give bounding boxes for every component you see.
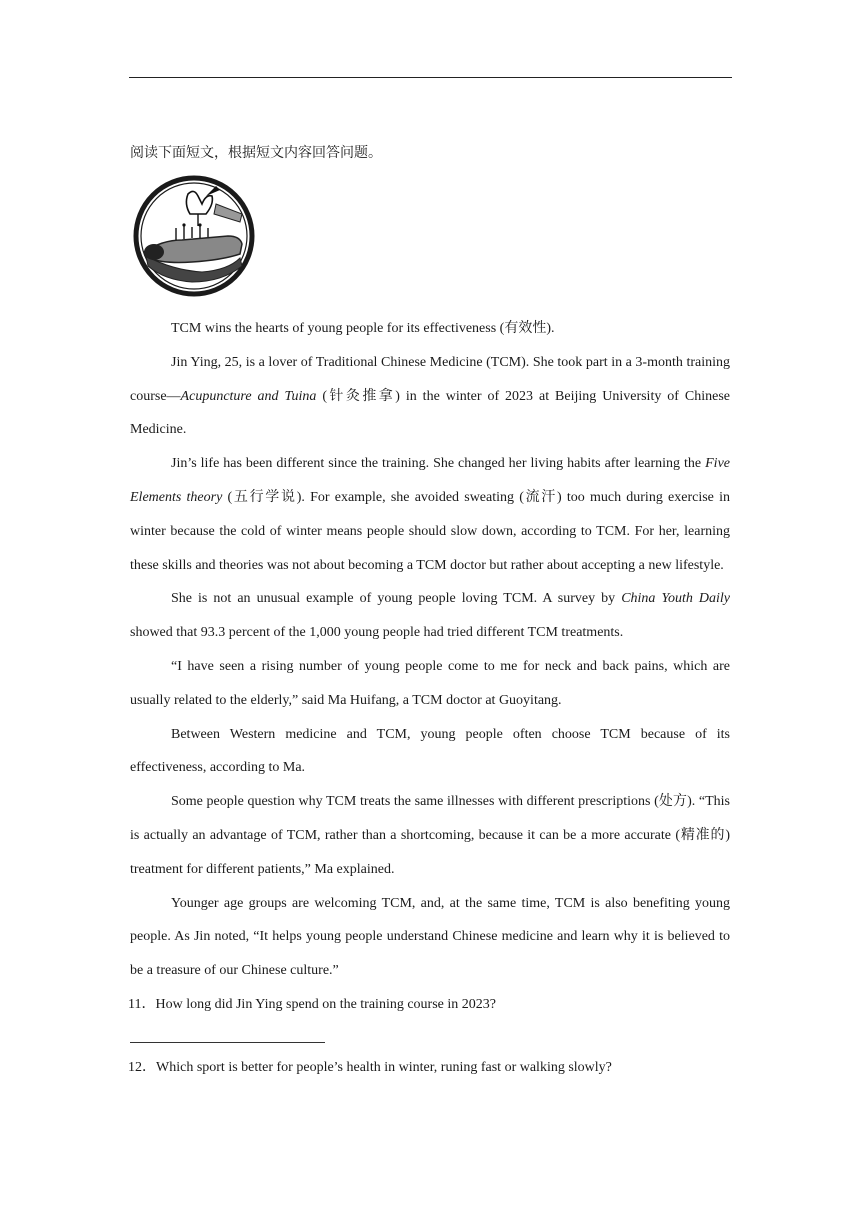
paragraph: Some people question why TCM treats the same illnesses with different prescriptions (处方). “This is actually an advantage of TCM, rather than a shortcoming, because it can be a more accurate (精准的) treatment for different patients,” Ma explained.	[130, 794, 730, 877]
question-12: 12．Which sport is better for people’s health in winter, runing fast or walking slowly?	[128, 1059, 612, 1075]
paragraph: She is not an unusual example of young people loving TCM. A survey by China Youth Daily showed that 93.3 percent of the 1,000 young people had tried different TCM treatments.	[130, 591, 730, 641]
paragraph: Jin Ying, 25, is a lover of Traditional Chinese Medicine (TCM). She took part in a 3-month training course—Acupuncture and Tuina (针灸推拿) in the winter of 2023 at Beijing University of Chinese Medicine.	[130, 354, 730, 438]
instruction: 阅读下面短文，根据短文内容回答问题。	[130, 146, 382, 161]
acupuncture-illustration-icon	[132, 174, 258, 300]
question-11: 11．How long did Jin Ying spend on the training course in 2023?	[128, 996, 496, 1012]
paragraph: Between Western medicine and TCM, young people often choose TCM because of its effectiveness, according to Ma.	[130, 726, 730, 776]
answer-line[interactable]	[130, 1042, 325, 1043]
paragraph: “I have seen a rising number of young people come to me for neck and back pains, which are usually related to the elderly,” said Ma Huifang, a TCM doctor at Guoyitang.	[130, 658, 730, 708]
header-rule	[129, 77, 732, 78]
paragraph: TCM wins the hearts of young people for its effectiveness (有效性).	[171, 321, 555, 336]
paragraph: Jin’s life has been different since the training. She changed her living habits after learning the Five Elements theory (五行学说). For example, she avoided sweating (流汗) too much during exercise in winter because the cold of winter means people should slow down, according to TCM. For her, learning these skills and theories was not about becoming a TCM doctor but rather about accepting a new lifestyle.	[130, 456, 730, 573]
paragraph: Younger age groups are welcoming TCM, and, at the same time, TCM is also benefiting young people. As Jin noted, “It helps young people understand Chinese medicine and learn why it is believed to be a treasure of our Chinese culture.”	[130, 895, 730, 979]
exam-page	[130, 140, 730, 1079]
